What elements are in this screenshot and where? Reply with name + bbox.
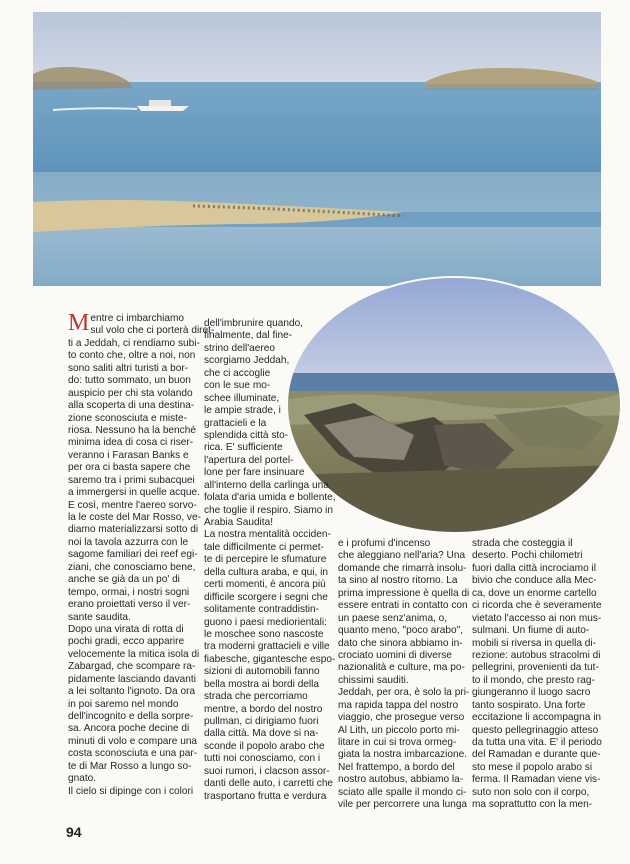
text-line: [68, 363, 196, 375]
text-line-content: tale difficilmente ci permet-: [204, 541, 324, 553]
text-line: [338, 749, 466, 761]
text-line-content: sciato alle spalle il mondo ci-: [338, 786, 467, 798]
text-line-content: dell'imbrunire quando,: [204, 318, 304, 329]
text-line-content: nostro autobus, abbiamo la-: [338, 774, 464, 786]
text-line: [204, 766, 332, 778]
text-line-content: scorgiamo Jeddah,: [204, 355, 290, 367]
text-line-content: danti delle auto, i carretti che: [204, 778, 334, 790]
photo-seascape: [33, 12, 601, 286]
text-line-content: riosa. Nessuno ha la benché: [68, 424, 196, 436]
text-line-content: ziani, che conosciamo bene,: [68, 561, 196, 573]
text-line-content: pochi gradi, ecco apparire: [68, 636, 185, 648]
text-line-content: un paese senz'anima, o,: [338, 612, 448, 624]
text-line-content: fiabesche, gigantesche espo-: [204, 653, 336, 665]
text-line-content: mobili si riversa in quella di-: [472, 637, 596, 649]
text-line-content: dell'incognito e della sorpre-: [68, 711, 194, 722]
text-line-content: suoi rumori, i clacson assor-: [204, 765, 330, 777]
text-line-content: giata la nostra imbarcazione.: [338, 749, 468, 761]
text-line: [204, 704, 332, 716]
text-line-content: velocemente la mitica isola di: [68, 648, 200, 660]
text-line: [68, 612, 196, 624]
text-line-content: le ampie strade, i: [204, 405, 281, 417]
text-line: [68, 475, 196, 487]
text-line-content: da tutta una vita. E' il periodo: [472, 737, 602, 748]
text-line-content: ta sino al nostro ritorno. La: [338, 575, 458, 587]
text-line-content: domande che rimarrà insolu-: [338, 562, 467, 574]
text-line-content: l'apertura del portel-: [204, 454, 294, 466]
text-line: [472, 712, 602, 724]
text-line: [338, 737, 466, 749]
text-line-content: guono i paesi mediorientali:: [204, 616, 327, 628]
text-line: [68, 400, 196, 412]
text-line: [68, 350, 196, 362]
text-line: [472, 563, 602, 575]
text-line: [204, 716, 332, 728]
text-line-content: certi momenti, è ancora più: [204, 579, 326, 591]
text-line: [68, 337, 200, 350]
text-line: [68, 512, 201, 524]
text-line: [472, 737, 602, 749]
text-line-content: ferma. Il Ramadan viene vis-: [472, 774, 601, 786]
text-line: [68, 686, 196, 698]
text-line: [68, 786, 196, 798]
text-line-content: diamo materializzarsi sotto di: [68, 524, 199, 536]
text-line: [204, 330, 332, 342]
text-line-content: splendida città sto-: [204, 429, 289, 441]
text-line: [68, 562, 196, 574]
text-line-content: fuori dalla città incrociamo il: [472, 562, 596, 574]
text-line: [204, 617, 332, 629]
text-line: [68, 413, 196, 425]
text-line-content: strada che costeggia il: [472, 538, 573, 549]
text-line-content: sconde il popolo arabo che: [204, 740, 325, 752]
text-line: [204, 455, 332, 467]
text-line: [338, 700, 466, 712]
text-line: [204, 666, 332, 678]
text-line-content: ca, dove un enorme cartello: [472, 587, 597, 599]
text-line: [338, 799, 466, 811]
text-line-content: Jeddah, per ora, è solo la pri-: [338, 687, 470, 699]
text-line: [204, 405, 332, 417]
text-column-3: [338, 538, 470, 812]
text-line: [68, 425, 196, 437]
text-line-content: del Ramadan e durante que-: [472, 749, 601, 761]
text-line: [204, 753, 332, 765]
text-line-content: ma rapida tappa del nostro: [338, 699, 459, 711]
text-line-content: folata d'aria umida e bollente,: [204, 492, 336, 504]
text-line-content: schee illuminate,: [204, 392, 280, 404]
column-4-lines: [472, 538, 602, 812]
text-line-content: te di Mar Rosso a lungo so-: [68, 760, 192, 772]
text-line-content: gnato.: [68, 773, 97, 785]
text-line: [472, 550, 602, 562]
text-line-content: viaggio, che prosegue verso: [338, 712, 465, 724]
text-line: [204, 529, 332, 541]
text-line-content: Arabia Saudita!: [204, 517, 274, 528]
text-line-content: suto non solo con il corpo,: [472, 786, 590, 798]
text-line-content: costa sconosciuta e una par-: [68, 748, 198, 760]
text-line: [204, 741, 332, 753]
text-line: [204, 629, 332, 641]
text-line: [68, 450, 196, 462]
text-line: [204, 368, 332, 380]
text-line: [204, 517, 332, 529]
text-line-content: chissimi sauditi.: [338, 674, 409, 686]
text-line: [472, 600, 602, 612]
text-line: [204, 579, 332, 591]
text-line: [68, 773, 196, 785]
text-line: [68, 624, 196, 636]
text-line-content: bella mostra ai bordi della: [204, 678, 320, 690]
text-line: [68, 736, 196, 748]
text-line-content: all'interno della carlinga una: [204, 479, 329, 491]
text-line: [68, 723, 196, 735]
text-line: [204, 778, 332, 790]
text-line-content: sizioni di automobili fanno: [204, 666, 320, 678]
text-line-content: sante saudita.: [68, 611, 131, 623]
text-line-content: a lei soltanto l'ignoto. Da ora: [68, 686, 196, 698]
text-line-content: erano proiettati verso il ver-: [68, 599, 191, 611]
column-3-lines: [338, 538, 470, 812]
text-line: [472, 650, 602, 662]
text-line: [472, 638, 602, 650]
text-column-4: [472, 538, 602, 812]
text-line-content: solitamente contraddistin-: [204, 604, 320, 616]
text-line: [338, 712, 466, 724]
text-line-content: Al Lith, un piccolo porto mi-: [338, 724, 460, 736]
text-line: [204, 492, 336, 504]
text-line: [68, 761, 196, 773]
text-line: [68, 487, 200, 499]
text-line: [472, 762, 602, 774]
text-line: [338, 625, 466, 637]
text-line: [338, 725, 466, 737]
text-line-content: sagome familiari dei reef egi-: [68, 549, 198, 561]
text-line-content: tempo, ormai, i nostri sogni: [68, 586, 190, 598]
text-line: [338, 613, 466, 625]
text-line-content: ci ricorda che è severamente: [472, 600, 602, 612]
text-line: [204, 467, 332, 479]
text-line: [204, 355, 332, 367]
text-line-content: saremo tra i primi subacquei: [68, 474, 195, 486]
text-line-content: nazionalità e culture, ma po-: [338, 662, 465, 674]
text-line-content: sulmani. Un fiume di auto-: [472, 625, 590, 637]
text-line: [472, 774, 602, 786]
text-line-content: difficile scorgere i segni che: [204, 591, 328, 603]
text-line-content: tutti noi conosciamo, con i: [204, 753, 321, 765]
text-line-content: vile per percorrere una lunga: [338, 799, 468, 811]
text-line-content: Nel frattempo, a bordo del: [338, 761, 455, 773]
text-line-content: crociato uomini di diverse: [338, 649, 452, 661]
text-line: [204, 430, 332, 442]
seascape-image: [33, 12, 601, 286]
text-line: [472, 725, 602, 737]
text-line: [204, 691, 332, 703]
text-line: [204, 393, 332, 405]
text-line-content: quanto meno, "poco arabo",: [338, 625, 464, 637]
text-line: [204, 604, 332, 616]
text-line-content: essere entrati in contatto con: [338, 600, 468, 612]
text-line: [68, 524, 199, 536]
text-line: [472, 625, 602, 637]
text-line-content: minuti di volo e compare una: [68, 735, 198, 747]
text-line-content: dalla città. Ma dove si na-: [204, 728, 319, 740]
text-line-content: sul volo che ci porterà diret-: [90, 325, 215, 337]
text-line-content: anche se già da un po' di: [68, 574, 180, 586]
text-line-content: della cultura araba, e qui, in: [204, 566, 329, 578]
text-line: [472, 700, 602, 712]
text-line: [338, 538, 466, 550]
text-line-content: sto mese il popolo arabo si: [472, 761, 593, 773]
text-line: [472, 575, 602, 587]
text-line: [68, 549, 196, 561]
text-line: [204, 343, 332, 355]
text-line-content: alla scoperta di una destina-: [68, 400, 195, 412]
text-line: [472, 675, 602, 687]
text-line: [338, 600, 466, 612]
text-line-content: trasportano frutta e verdura: [204, 790, 327, 802]
text-line: [204, 505, 332, 517]
text-line-content: dato che sinora abbiamo in-: [338, 637, 463, 649]
text-line: [68, 574, 196, 586]
text-line: [68, 674, 196, 686]
text-line: [204, 679, 332, 691]
text-line-content: a immergersi in quelle acque.: [68, 487, 200, 499]
text-line: [338, 638, 466, 650]
text-line-content: Zabargad, che scompare ra-: [68, 661, 196, 673]
text-line-content: pullman, ci dirigiamo fuori: [204, 716, 319, 727]
text-line: [338, 587, 470, 600]
column-1-lines: [68, 310, 215, 798]
text-line: [68, 437, 196, 449]
text-line: [204, 592, 332, 604]
text-line-content: lone per fare insinuare: [204, 467, 305, 479]
page-number: 94: [66, 824, 82, 840]
text-line-content: Dopo una virata di rotta di: [68, 623, 184, 635]
text-line-content: deserto. Pochi chilometri: [472, 550, 583, 562]
text-line: [472, 662, 602, 674]
text-line: [204, 480, 332, 492]
text-line: [338, 675, 466, 687]
text-line-content: La nostra mentalità occiden-: [204, 529, 331, 541]
text-line: [204, 567, 332, 579]
text-line: [338, 787, 466, 799]
text-line-content: Il cielo si dipinge con i colori: [68, 785, 194, 797]
text-line-content: eccitazione li accompagna in: [472, 712, 602, 724]
text-line-content: E così, mentre l'aereo sorvo-: [68, 499, 197, 511]
text-line: [68, 375, 196, 387]
text-line: [68, 636, 196, 648]
text-line: [68, 537, 196, 549]
text-line-content: tra moderni grattacieli e ville: [204, 641, 330, 653]
text-line: [204, 791, 332, 803]
text-line: [204, 318, 332, 330]
text-column-1: [68, 310, 215, 798]
text-line-content: veranno i Farasan Banks e: [68, 449, 189, 461]
text-line-content: che toglie il respiro. Siamo in: [204, 504, 334, 516]
text-line-content: ti a Jeddah, ci rendiamo subi-: [68, 337, 200, 349]
text-column-2: [204, 318, 336, 803]
text-line-content: le moschee sono nascoste: [204, 628, 324, 640]
text-line: [472, 749, 602, 761]
text-line: [68, 587, 196, 599]
text-line-content: bivio che conduce alla Mec-: [472, 575, 597, 587]
text-line: [68, 599, 196, 611]
text-line-content: auspicio per chi sta volando: [68, 387, 193, 399]
text-line: [338, 774, 466, 786]
text-line: [338, 550, 466, 562]
text-line-content: che ci accoglie: [204, 367, 271, 379]
text-line: [338, 563, 466, 575]
text-line-content: prima impressione è quella di: [338, 587, 470, 599]
text-line-content: to il mondo, che presto rag-: [472, 674, 595, 686]
text-line-content: litare in cui si trova ormeg-: [338, 737, 457, 748]
text-line: [68, 388, 196, 400]
text-line: [204, 380, 332, 392]
text-line: [472, 588, 602, 600]
text-line-content: e i profumi d'incenso: [338, 538, 431, 549]
text-line: [204, 418, 332, 430]
text-line: [472, 538, 602, 550]
column-2-lines: [204, 318, 336, 803]
text-line: [68, 462, 196, 474]
text-line-content: te di percepire le sfumature: [204, 554, 327, 566]
text-line: [472, 613, 602, 625]
text-line: [204, 554, 332, 566]
text-line-content: tanto sospirato. Una forte: [472, 699, 586, 711]
text-line-content: mentre, a bordo del nostro: [204, 703, 323, 715]
text-line-content: che aleggiano nell'aria? Una: [338, 550, 466, 562]
text-line-content: rica. E' sufficiente: [204, 442, 283, 454]
text-line: [68, 661, 196, 673]
text-line-content: con le sue mo-: [204, 380, 271, 392]
text-line: [68, 748, 196, 760]
text-line-content: noi la tavola azzurra con le: [68, 536, 189, 548]
text-line: [338, 650, 466, 662]
text-line-content: ma soprattutto con la men-: [472, 799, 593, 811]
text-line: [204, 641, 332, 653]
text-line-content: strino dell'aereo: [204, 342, 275, 354]
text-line-content: rezione: autobus stracolmi di: [472, 649, 601, 661]
text-line: [68, 648, 200, 661]
text-line: [472, 687, 602, 699]
text-line-content: to conto che, oltre a noi, non: [68, 350, 196, 362]
text-line-content: sono saliti altri turisti a bor-: [68, 362, 189, 374]
text-line: [338, 575, 466, 587]
text-line-content: per ora ci basta sapere che: [68, 462, 191, 474]
drop-cap: M: [68, 310, 90, 336]
text-line-content: in poi saremo nel mondo: [68, 698, 179, 710]
text-line-content: entre ci imbarchiamo: [90, 313, 185, 324]
text-line-content: strada che percorriamo: [204, 691, 308, 703]
text-line: [68, 699, 196, 711]
text-line: [338, 662, 466, 674]
text-line: [204, 653, 336, 666]
text-line: [204, 442, 332, 454]
text-line: [204, 728, 332, 740]
text-line: [204, 542, 332, 554]
text-line-content: sa. Ancora poche decine di: [68, 723, 190, 735]
text-line-content: minima idea di cosa ci riser-: [68, 437, 194, 449]
text-line-content: giungeranno il luogo sacro: [472, 687, 591, 699]
text-line-content: pidamente lasciando davanti: [68, 673, 196, 685]
text-line: [68, 500, 196, 512]
text-line: [472, 787, 602, 799]
text-line-content: vietato l'accesso ai non mus-: [472, 612, 602, 624]
text-line: [338, 762, 466, 774]
text-line-content: do: tutto sommato, un buon: [68, 375, 191, 387]
text-line-content: pellegrini, provenienti da tut-: [472, 662, 599, 674]
text-line-content: la le coste del Mar Rosso, ve-: [68, 512, 201, 523]
text-line-content: zione sconosciuta e miste-: [68, 412, 187, 424]
text-line: [338, 687, 470, 699]
text-line-content: questo pellegrinaggio atteso: [472, 724, 599, 736]
text-line: [472, 799, 602, 811]
text-line-content: grattacieli e la: [204, 417, 267, 429]
text-line: [68, 711, 196, 723]
text-line-content: finalmente, dal fine-: [204, 330, 293, 342]
